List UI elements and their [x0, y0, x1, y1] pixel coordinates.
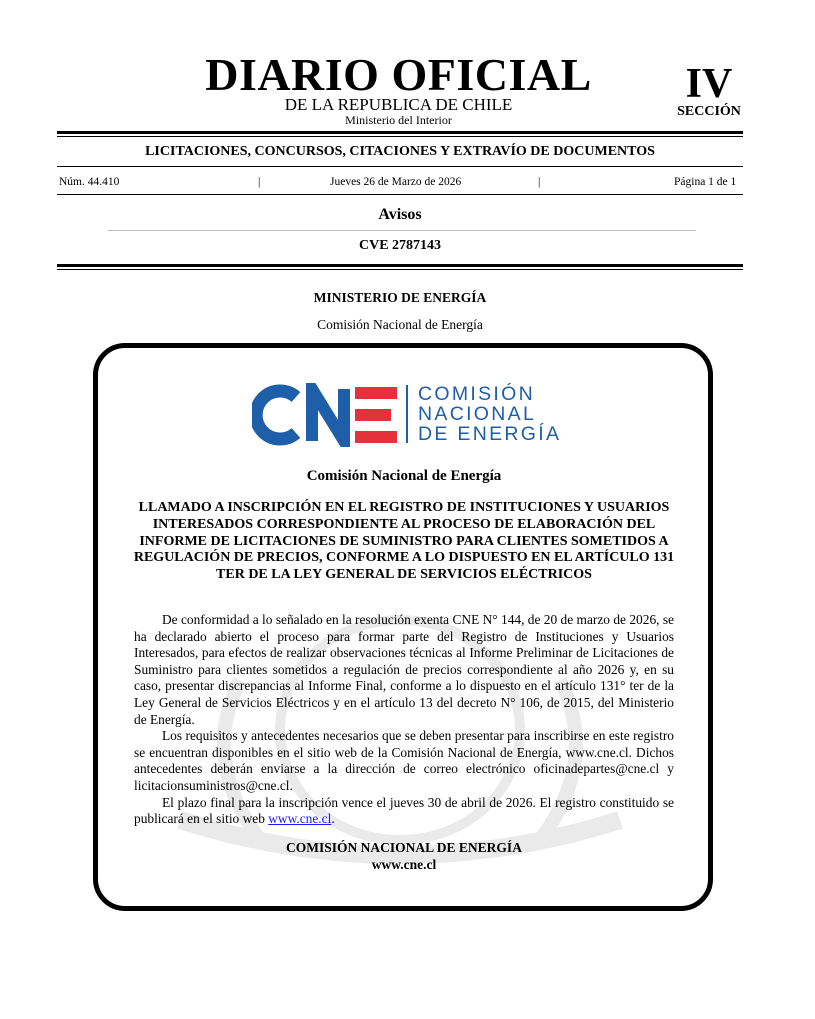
- logo-line-2: NACIONAL: [418, 403, 537, 425]
- signature-web: www.cne.cl: [371, 857, 437, 872]
- top-rule-thick: [57, 131, 743, 134]
- cve-code: CVE 2787143: [358, 238, 442, 253]
- top-rule-thin: [57, 136, 743, 137]
- avisos-divider: [108, 230, 696, 231]
- category-rule: [57, 166, 743, 167]
- notice-paragraph-3: [134, 795, 674, 828]
- category-heading: LICITACIONES, CONCURSOS, CITACIONES Y EXTRAVÍO DE DOCUMENTOS: [145, 144, 655, 159]
- notice-org: Comisión Nacional de Energía: [306, 468, 502, 484]
- issue-page: Página 1 de 1: [674, 176, 737, 188]
- section-number: IV: [685, 61, 733, 107]
- paragraph-3-text: El plazo final para la inscripción vence el jueves 30 de abril de 2026. El registro constituido se publicará en el sitio web: [134, 794, 674, 827]
- logo-line-1: COMISIÓN: [418, 383, 535, 405]
- issue-number: Núm. 44.410: [59, 176, 120, 188]
- notice-paragraph-1: De conformidad a lo señalado en la resolución exenta CNE N° 144, de 20 de marzo de 2026, se ha declarado abierto el proceso para formar parte del Registro de Instituciones y Usuarios Interesados, para efectos de realizar observaciones técnicas al Informe Preliminar de Licitaciones de Suministro para clientes sometidos a regulación de precios correspondiente al año 2026 y, en su caso, presentar discrepancias al Informe Final, conforme a lo dispuesto en el artículo 131° ter de la Ley General de Servicios Eléctricos y en el artículo 13 del decreto N° 106, de 2015, del Ministerio de Energía.: [134, 612, 674, 727]
- paragraph-3-end: .: [331, 811, 335, 827]
- notice-title: LLAMADO A INSCRIPCIÓN EN EL REGISTRO DE INSTITUCIONES Y USUARIOS INTERESADOS CORRESPONDIENTE AL PROCESO DE ELABORACIÓN DEL INFORME DE LICITACIONES DE SUMINISTRO PARA CLIENTES SOMETIDOS A REGULACIÓN DE PRECIOS, CONFORME A LO DISPUESTO EN EL ARTÍCULO 131 TER DE LA LEY GENERAL DE SERVICIOS ELÉCTRICOS: [133, 500, 675, 583]
- logo-divider: [406, 385, 408, 443]
- logo-line-3: DE ENERGÍA: [418, 423, 562, 445]
- cne-logo-wordmark: [418, 384, 561, 444]
- masthead-subtitle: DE LA REPUBLICA DE CHILE: [284, 95, 513, 114]
- issue-rule: [57, 194, 743, 195]
- issue-separator: |: [538, 176, 541, 188]
- issue-date: Jueves 26 de Marzo de 2026: [330, 176, 462, 188]
- issue-separator: |: [258, 176, 261, 188]
- ministry-heading: MINISTERIO DE ENERGÍA: [313, 290, 487, 305]
- signature-org: COMISIÓN NACIONAL DE ENERGÍA: [286, 840, 522, 855]
- notice-paragraph-2: Los requisitos y antecedentes necesarios que se deben presentar para inscribirse en este registro se encuentran disponibles en el sitio web de la Comisión Nacional de Energía, www.cne.cl. Dichos antecedentes deberán enviarse a la dirección de correo electrónico oficinadepartes@cne.cl y licitacionsuministros@cne.cl.: [134, 728, 674, 793]
- section-label: SECCIÓN: [677, 104, 741, 119]
- notice-body: [134, 612, 674, 828]
- header-bottom-rule-thick: [57, 264, 743, 267]
- cne-logo-mark: [252, 383, 402, 447]
- commission-heading: Comisión Nacional de Energía: [317, 317, 483, 332]
- masthead-title: DIARIO OFICIAL: [205, 49, 592, 100]
- cne-website-link[interactable]: www.cne.cl: [268, 811, 332, 827]
- header-bottom-rule-thin: [57, 269, 743, 270]
- notice-type: Avisos: [378, 206, 422, 223]
- masthead-ministry: Ministerio del Interior: [345, 113, 452, 127]
